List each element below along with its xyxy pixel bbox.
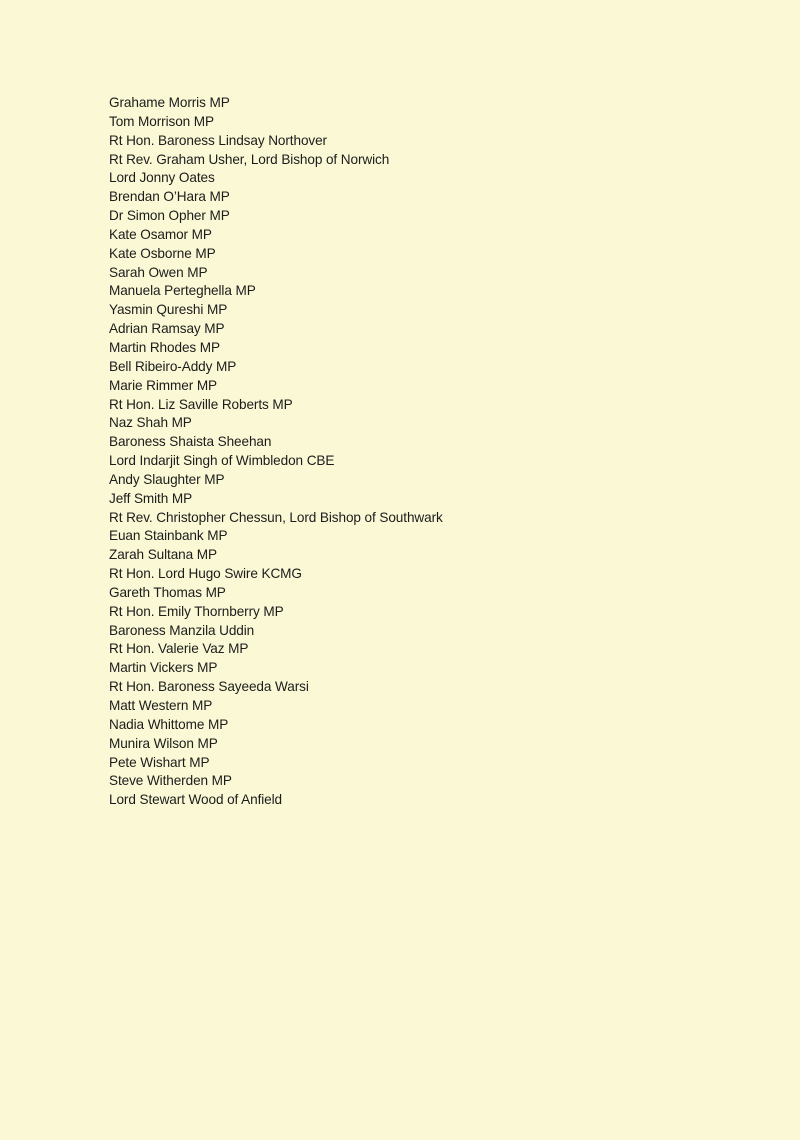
signatory-name: Rt Hon. Baroness Lindsay Northover (109, 132, 327, 148)
signatory-name: Baroness Shaista Sheehan (109, 434, 272, 450)
signatory-name: Martin Vickers MP (109, 660, 218, 676)
signatory-name: Grahame Morris MP (109, 95, 230, 110)
signatory-name: Sarah Owen MP (109, 264, 208, 280)
signatory-list (109, 94, 443, 810)
signatory-name: Rt Hon. Emily Thornberry MP (109, 603, 284, 619)
signatory-name: Gareth Thomas MP (109, 584, 226, 600)
signatory-name: Dr Simon Opher MP (109, 208, 230, 224)
signatory-name: Matt Western MP (109, 698, 213, 713)
signatory-name: Rt Rev. Christopher Chessun, Lord Bishop of Southwark (109, 509, 443, 525)
signatory-name: Nadia Whittome MP (109, 716, 229, 732)
signatory-name: Jeff Smith MP (109, 490, 193, 506)
signatory-name: Rt Hon. Lord Hugo Swire KCMG (109, 566, 302, 582)
signatory-name: Rt Hon. Liz Saville Roberts MP (109, 396, 293, 412)
signatory-name: Manuela Perteghella MP (109, 283, 256, 299)
signatory-name: Brendan O’Hara MP (109, 189, 230, 205)
signatory-name: Steve Witherden MP (109, 773, 232, 789)
signatory-name: Zarah Sultana MP (109, 547, 217, 563)
signatory-name: Rt Hon. Baroness Sayeeda Warsi (109, 679, 309, 695)
signatory-name: Marie Rimmer MP (109, 377, 218, 393)
signatory-name: Tom Morrison MP (109, 113, 214, 129)
signatory-name: Naz Shah MP (109, 415, 192, 431)
signatory-name: Lord Stewart Wood of Anfield (109, 792, 283, 808)
signatory-name: Baroness Manzila Uddin (109, 622, 255, 638)
signatory-name: Rt Rev. Graham Usher, Lord Bishop of Norwich (109, 151, 390, 167)
signatory-name: Lord Indarjit Singh of Wimbledon CBE (109, 453, 335, 469)
signatory-name: Yasmin Qureshi MP (109, 302, 228, 318)
signatory-name: Adrian Ramsay MP (109, 321, 225, 337)
signatory-name: Bell Ribeiro-Addy MP (109, 358, 237, 374)
signatory-name: Rt Hon. Valerie Vaz MP (109, 641, 249, 657)
signatory-name: Kate Osamor MP (109, 226, 212, 242)
signatory-name: Lord Jonny Oates (109, 170, 215, 186)
signatory-name: Munira Wilson MP (109, 735, 218, 751)
signatory-name: Pete Wishart MP (109, 754, 210, 770)
signatory-name: Martin Rhodes MP (109, 339, 220, 355)
signatory-name: Kate Osborne MP (109, 245, 216, 261)
signatory-name: Euan Stainbank MP (109, 528, 228, 544)
signatory-name: Andy Slaughter MP (109, 471, 225, 487)
